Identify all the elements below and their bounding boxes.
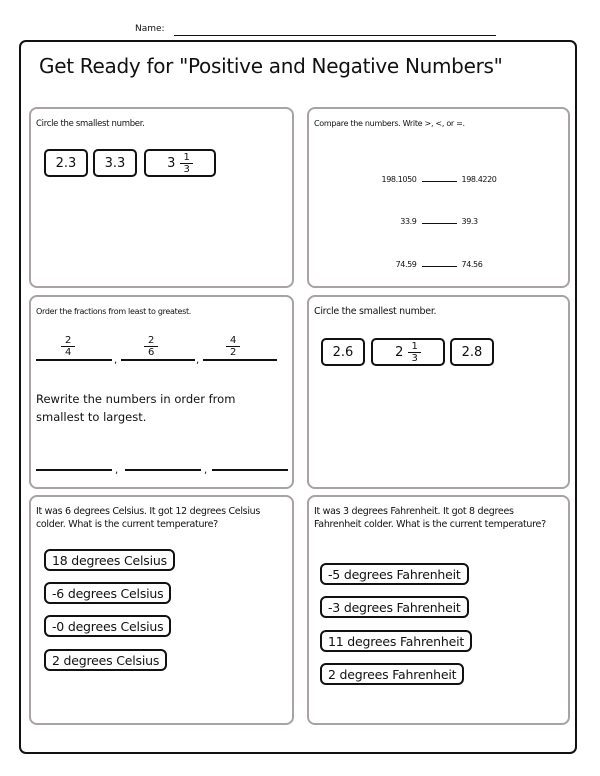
separator: , — [114, 355, 118, 366]
answer-option[interactable]: 2 degrees Celsius — [44, 649, 167, 671]
denominator: 3 — [183, 163, 190, 175]
problem-2-panel — [307, 107, 570, 288]
problem-4-prompt: Circle the smallest number. — [314, 306, 437, 317]
right-number: 198.4220 — [461, 175, 497, 184]
answer-option[interactable]: 2 degrees Fahrenheit — [320, 663, 464, 685]
fraction-underline — [121, 359, 195, 361]
right-number: 39.3 — [461, 217, 478, 226]
answer-option[interactable]: -3 degrees Fahrenheit — [320, 596, 469, 618]
fraction-underline — [203, 359, 277, 361]
option-box[interactable] — [144, 149, 216, 177]
denominator: 2 — [230, 347, 237, 358]
problem-3-panel — [29, 295, 294, 489]
answer-blank[interactable] — [422, 266, 457, 267]
compare-row — [309, 260, 569, 269]
fraction — [226, 335, 240, 358]
numerator: 1 — [408, 341, 420, 353]
fraction-underline — [36, 359, 112, 361]
answer-option[interactable]: -0 degrees Celsius — [44, 615, 171, 637]
fraction — [180, 152, 192, 175]
worksheet-title: Get Ready for "Positive and Negative Numbers" — [39, 54, 503, 78]
answer-blank[interactable] — [422, 181, 457, 182]
rewrite-instruction: Rewrite the numbers in order from smallest to largest. — [36, 392, 236, 424]
problem-6-panel — [307, 495, 570, 725]
whole-number: 2 — [395, 344, 404, 360]
numerator: 2 — [61, 335, 75, 347]
fraction — [408, 341, 420, 364]
left-number: 33.9 — [400, 217, 417, 226]
separator: , — [204, 465, 208, 476]
option-box[interactable]: 2.8 — [450, 338, 494, 366]
answer-line[interactable] — [36, 469, 112, 471]
right-number: 74.56 — [461, 260, 483, 269]
numerator: 1 — [180, 152, 192, 164]
whole-number: 3 — [167, 155, 176, 171]
problem-3-prompt: Order the fractions from least to greatest. — [36, 307, 192, 316]
separator: , — [196, 355, 200, 366]
answer-line[interactable] — [125, 469, 201, 471]
fraction — [61, 335, 75, 358]
fraction — [144, 335, 158, 358]
name-field[interactable] — [174, 35, 496, 36]
numerator: 4 — [226, 335, 240, 347]
compare-row — [309, 217, 569, 226]
problem-5-prompt: It was 6 degrees Celsius. It got 12 degrees Celsius colder. What is the current temperature? — [36, 506, 261, 530]
answer-option[interactable]: -5 degrees Fahrenheit — [320, 563, 469, 585]
denominator: 6 — [148, 347, 155, 358]
left-number: 74.59 — [395, 260, 417, 269]
answer-option[interactable]: -6 degrees Celsius — [44, 582, 171, 604]
option-box[interactable]: 2.3 — [44, 149, 88, 177]
denominator: 4 — [65, 347, 72, 358]
answer-line[interactable] — [212, 469, 288, 471]
answer-blank[interactable] — [422, 223, 457, 224]
denominator: 3 — [411, 352, 418, 364]
problem-4-panel — [307, 295, 570, 489]
option-box[interactable]: 3.3 — [93, 149, 137, 177]
problem-1-panel — [29, 107, 294, 288]
answer-option[interactable]: 18 degrees Celsius — [44, 549, 175, 571]
problem-2-prompt: Compare the numbers. Write >, <, or =. — [314, 119, 465, 128]
option-box[interactable]: 2.6 — [321, 338, 365, 366]
compare-row — [309, 175, 569, 184]
separator: , — [115, 465, 119, 476]
left-number: 198.1050 — [381, 175, 417, 184]
answer-option[interactable]: 11 degrees Fahrenheit — [320, 630, 472, 652]
option-box[interactable] — [371, 338, 445, 366]
problem-5-panel — [29, 495, 294, 725]
problem-1-prompt: Circle the smallest number. — [36, 119, 145, 129]
problem-6-prompt: It was 3 degrees Fahrenheit. It got 8 degrees Fahrenheit colder. What is the current temperature? — [314, 506, 546, 530]
name-label: Name: — [135, 24, 165, 34]
numerator: 2 — [144, 335, 158, 347]
